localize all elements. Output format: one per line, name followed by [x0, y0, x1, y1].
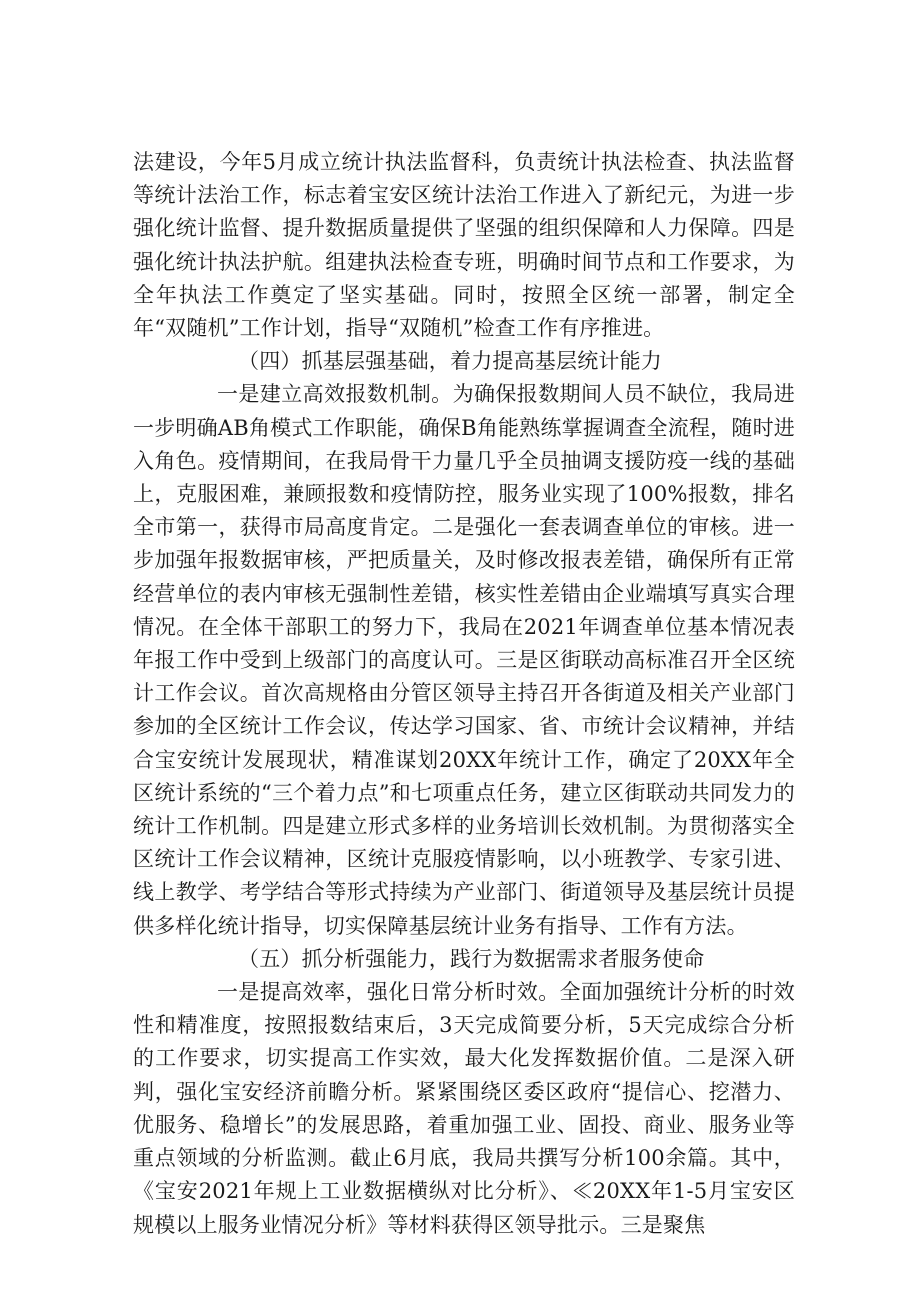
paragraph-grassroots: 一是建立高效报数机制。为确保报数期间人员不缺位，我局进一步明确AB角模式工作职能，确保B角能熟练掌握调查全流程，随时进入角色。疫情期间，在我局骨干力量几乎全员抽调支援防疫一线的基础上，克服困难，兼顾报数和疫情防控，服务业实现了100%报数，排名全市第一，获得市局高度肯定。二是强化一套表调查单位的审核。进一步加强年报数据审核，严把质量关，及时修改报表差错，确保所有正常经营单位的表内审核无强制性差错，核实性差错由企业端填写真实合理情况。在全体干部职工的努力下，我局在2021年调查单位基本情况表年报工作中受到上级部门的高度认可。三是区街联动高标准召开全区统计工作会议。首次高规格由分管区领导主持召开各街道及相关产业部门参加的全区统计工作会议，传达学习国家、省、市统计会议精神，并结合宝安统计发展现状，精准谋划20XX年统计工作，确定了20XX年全区统计系统的“三个着力点”和七项重点任务，建立区街联动共同发力的统计工作机制。四是建立形式多样的业务培训长效机制。为贯彻落实全区统计工作会议精神，区统计克服疫情影响，以小班教学、专家引进、线上教学、考学结合等形式持续为产业部门、街道领导及基层统计员提供多样化统计指导，切实保障基层统计业务有指导、工作有方法。: [133, 382, 795, 938]
section-heading-5: （五）抓分析强能力，践行为数据需求者服务使命: [238, 946, 705, 971]
paragraph-law-enforcement: 法建设，今年5月成立统计执法监督科，负责统计执法检查、执法监督等统计法治工作，标志着宝安区统计法治工作进入了新纪元，为进一步强化统计监督、提升数据质量提供了坚强的组织保障和人力保障。四是强化统计执法护航。组建执法检查专班，明确时间节点和工作要求，为全年执法工作奠定了坚实基础。同时，按照全区统一部署，制定全年“双随机”工作计划，指导“双随机”检查工作有序推进。: [133, 150, 795, 341]
section-heading-4: （四）抓基层强基础，着力提高基层统计能力: [238, 349, 662, 374]
paragraph-analysis: 一是提高效率，强化日常分析时效。全面加强统计分析的时效性和精准度，按照报数结束后，3天完成简要分析，5天完成综合分析的工作要求，切实提高工作实效，最大化发挥数据价值。二是深入研判，强化宝安经济前瞻分析。紧紧围绕区委区政府“提信心、挖潜力、优服务、稳增长”的发展思路，着重加强工业、固投、商业、服务业等重点领域的分析监测。截止6月底，我局共撰写分析100余篇。其中，《宝安2021年规上工业数据横纵对比分析》、≪20XX年1-5月宝安区规模以上服务业情况分析》等材料获得区领导批示。三是聚焦: [133, 980, 795, 1237]
document-page: [133, 146, 795, 1242]
